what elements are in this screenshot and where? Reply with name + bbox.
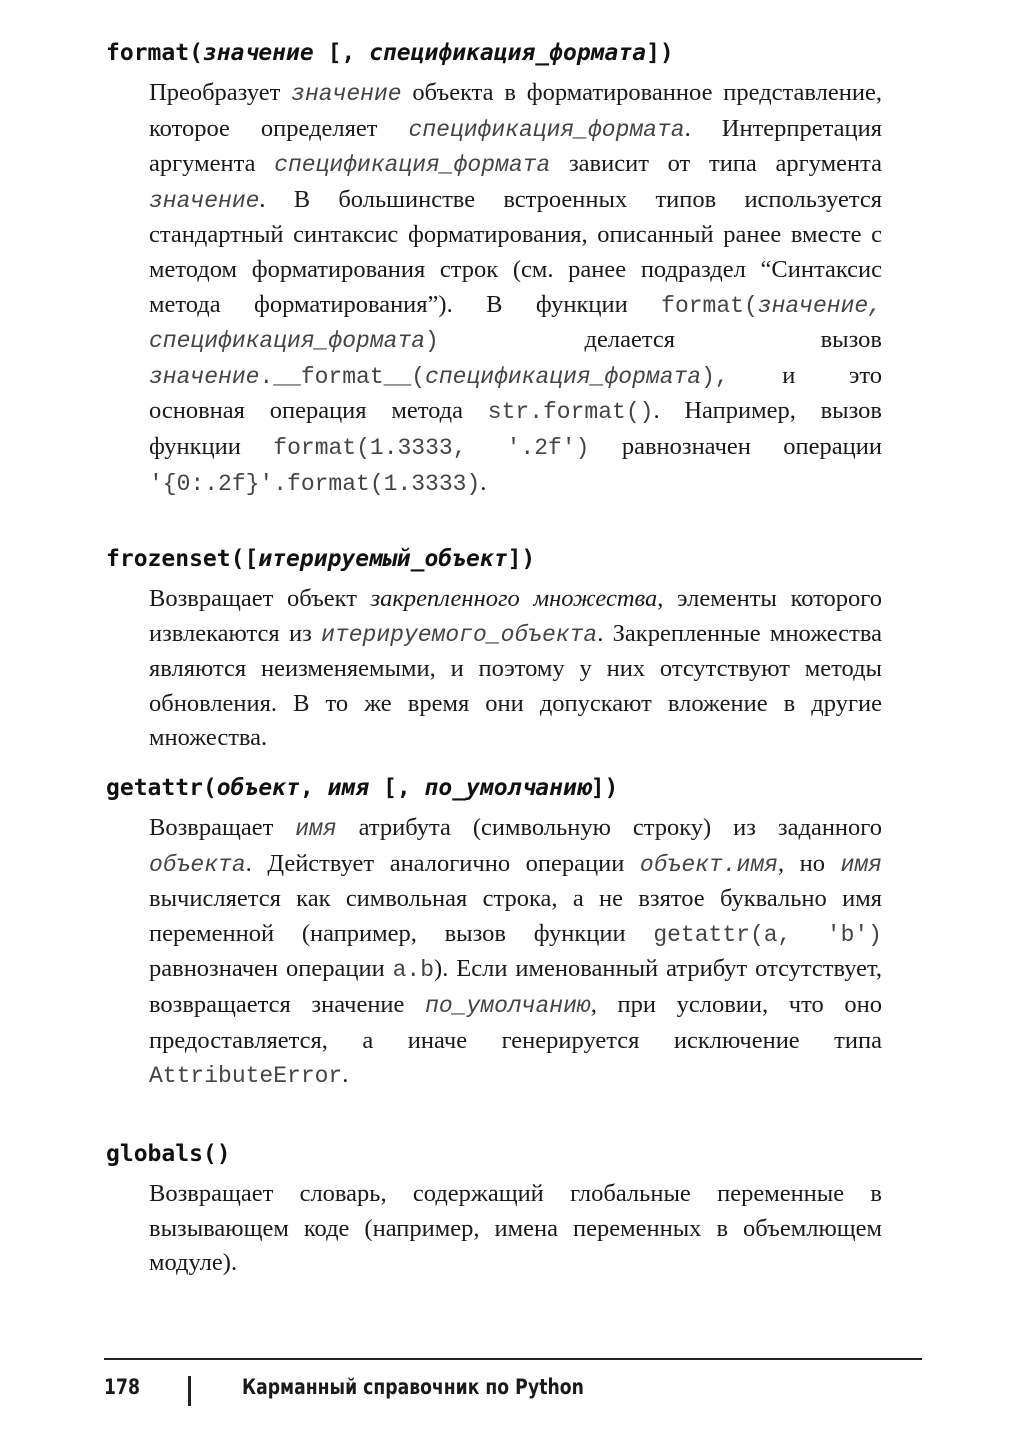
signature-frozenset — [106, 544, 535, 574]
sig-punct: , — [299, 775, 328, 801]
signature-getattr — [106, 773, 618, 803]
sig-func-name: format( — [106, 40, 203, 66]
code: getattr(a, 'b') — [653, 921, 882, 948]
sig-func-name: globals() — [106, 1141, 231, 1167]
sig-func-name: getattr( — [106, 775, 217, 801]
code: format(1.3333, '.2f') — [273, 434, 590, 461]
code: ) — [425, 328, 439, 355]
text: . — [480, 468, 487, 496]
sig-punct: ]) — [507, 546, 536, 572]
code-arg: спецификация_формата — [425, 363, 702, 390]
code-arg: значение — [149, 187, 260, 214]
code-arg: итерируемого_объекта — [321, 621, 598, 648]
text: вычисляется как символьная строка, а не взятое буквально имя переменной (например, вызов функции — [149, 885, 882, 947]
sig-arg: объект — [216, 775, 300, 801]
text: Возвращает словарь, содержащий глобальные переменные в вызывающем коде (например, имена переменных в объемлющем модуле). — [149, 1180, 882, 1277]
text: объекта в форматированное представление, которое определяет — [149, 79, 882, 142]
sig-punct: [, — [313, 40, 370, 66]
code: .__format__( — [259, 363, 426, 390]
code: AttributeError — [149, 1063, 343, 1090]
signature-globals — [106, 1139, 231, 1169]
code-arg: имя — [840, 851, 882, 878]
text: , но — [777, 849, 841, 877]
code-arg: объекта — [149, 851, 246, 878]
code: ), — [701, 363, 729, 390]
code-arg: по_умолчанию — [425, 992, 591, 1019]
text: Возвращает — [149, 814, 296, 841]
sig-arg: по_умолчанию — [424, 775, 591, 801]
text: равнозначен операции — [589, 432, 882, 460]
code-arg: значение, спецификация_формата — [149, 292, 882, 355]
code-arg: спецификация_формата — [408, 116, 685, 143]
sig-arg: итерируемый_объект — [258, 546, 508, 572]
sig-punct: ]) — [590, 775, 619, 801]
text: равнозначен операции — [149, 955, 393, 983]
text: Возвращает объект — [149, 585, 371, 612]
sig-arg: значение — [202, 40, 314, 66]
text: , при условии, что оно предоставляется, а иначе генерируется исключение типа — [149, 990, 882, 1054]
text: . — [342, 1061, 349, 1089]
code: str.format() — [487, 399, 654, 426]
text: ). Если именованный атрибут отсутствует, возвращается значение — [149, 955, 882, 1018]
signature-format — [106, 38, 674, 68]
description-getattr — [149, 811, 882, 1094]
text: и это основная операция метода — [149, 361, 882, 425]
footer-divider — [188, 1376, 191, 1406]
page-number: 178 — [104, 1375, 140, 1399]
sig-punct: ]) — [646, 40, 674, 66]
text: . Действует аналогично операции — [245, 849, 640, 877]
sig-punct: [, — [369, 775, 425, 801]
code-arg: имя — [295, 816, 337, 842]
footer-rule — [104, 1358, 922, 1360]
text: делается вызов — [438, 326, 882, 354]
code-arg: объект. — [639, 851, 737, 878]
book-title: Карманный справочник по Python — [242, 1375, 584, 1399]
sig-arg: спецификация_формата — [369, 40, 647, 66]
code: '{0:.2f}'.format(1.3333) — [149, 470, 481, 497]
code-arg: значение — [291, 81, 402, 107]
code-arg: значение — [149, 363, 260, 390]
description-globals — [149, 1177, 882, 1281]
text: Преобразует — [149, 79, 292, 106]
text: атрибута (символьную строку) из заданного — [336, 814, 882, 841]
text: . Например, вызов функции — [149, 397, 882, 460]
description-format — [149, 76, 882, 501]
description-frozenset — [149, 582, 882, 756]
text: зависит от типа аргумента — [550, 150, 882, 178]
code-arg: спецификация_формата — [274, 152, 551, 179]
sig-func-name: frozenset([ — [106, 546, 259, 572]
text: , элементы которого извлекаются из — [149, 585, 882, 647]
text: . Интерпретация аргумента — [149, 114, 882, 178]
text: . Закрепленные множества являются неизменяемыми, и поэтому у них отсутствуют методы обновления. В то же время они допускают вложение в другие множества. — [149, 619, 882, 752]
code-arg: имя — [736, 851, 778, 878]
sig-arg: имя — [327, 775, 370, 801]
code: a.b — [392, 957, 435, 984]
emphasis: закрепленного множества — [370, 585, 658, 612]
text: . В большинстве встроенных типов используется стандартный синтаксис форматирования, описанный ранее вместе с методом форматирования строк (см. ранее подраздел “Синтаксис метода форматирования”). В функции — [149, 185, 882, 318]
code: format( — [661, 292, 758, 319]
